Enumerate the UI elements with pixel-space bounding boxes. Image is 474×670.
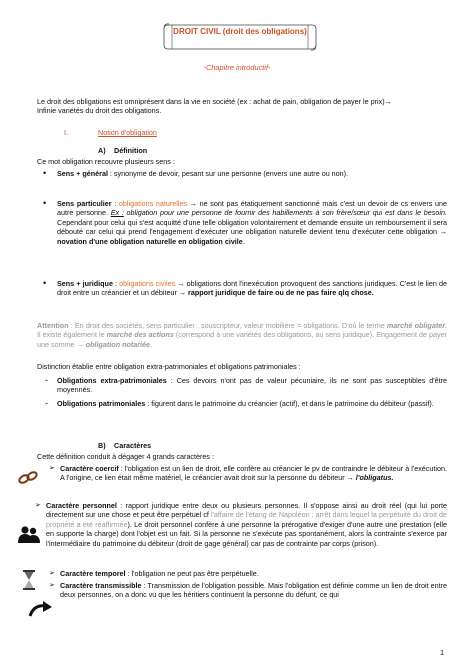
sens-juridique-item (43, 278, 447, 298)
transmissible-text: : Transmission de l'obligation possible. Mais l'obligation est définie comme un lien de droit entre deux personnes, on a donc vu que les héritiers continuent la personne du défunt, ce qui (60, 581, 447, 600)
sens-general-label: Sens + général (57, 169, 108, 178)
chain-icon (18, 470, 38, 486)
sens-juridique-label: Sens + juridique (57, 279, 113, 288)
temporel-item (49, 569, 447, 578)
arrow: → (76, 339, 84, 349)
section1-title: Notion d'obligation (98, 128, 157, 137)
patrimoniales-label: Obligations patrimoniales (57, 399, 146, 408)
novation-term: novation d'une obligation naturelle en obligation civile (57, 236, 243, 246)
personnel-text-continued: ). Le droit personnel confère à une personne la prérogative d'exiger d'une autre une prestation (elle en supporte la charge) dont l'objet est un fait. Si la personne ne s'exécute pas spontanément, alors la contrainte s'exerce par l'intermédiaire du patrimoine du débiteur (droit de gage général) car pas de contrainte par corps (prison). (46, 519, 447, 548)
sens-general-text: : synonyme de devoir, pesant sur une personne (envers une autre ou non). (107, 169, 349, 178)
sens-general-item (43, 168, 447, 178)
example-label: Ex : (110, 208, 124, 218)
arrow: → (187, 199, 200, 208)
attention-text: (correspond à une variétés des obligations, au sens juridique). Engagement de payer une somme (37, 330, 447, 349)
distinction-text: Distinction établie entre obligation extra-patrimoniales et obligations patrimoniales : (37, 362, 301, 371)
bullet-dot: • (43, 168, 47, 178)
subB-title: Caractères (114, 441, 152, 450)
obligations-civiles-term: obligations civiles (119, 279, 176, 288)
subA-label: A) (98, 146, 106, 155)
page-number: 1 (440, 648, 445, 657)
arrow-bullet: ➢ (49, 570, 55, 577)
arrow-bullet: ➢ (49, 582, 55, 589)
coercif-label: Caractère coercif (60, 464, 119, 473)
bullet-dot: • (43, 278, 47, 288)
definition-intro: Ce mot obligation recouvre plusieurs sens : (37, 157, 175, 166)
coercif-item (49, 464, 447, 483)
personnel-label: Caractère personnel (46, 501, 117, 510)
sens-particulier-item (43, 198, 447, 246)
attention-note (37, 321, 447, 349)
attention-text: . Il existe également le (37, 321, 448, 340)
patrimoniales-text: : figurent dans le patrimoine du créancier (actif), et dans le patrimoine du débiteur (passif). (145, 399, 434, 408)
chapter-subtitle: -Chapitre introductif- (203, 63, 271, 72)
obligation-notariee-term: obligation notariée (83, 339, 151, 349)
intro-line2: Infinie variétés du droit des obligations. (37, 106, 162, 116)
attention-text: : En droit des sociétés, sens particulier : souscripteur, valeur mobilière = obligations. D'où le terme (68, 321, 387, 330)
period: . (242, 236, 245, 246)
intro-arrow: → (384, 97, 392, 106)
example-text: obligation pour une personne de fournir des habillements à son frère/sœur qui est dans le besoin. (123, 208, 447, 218)
arrow-bullet: ➢ (49, 465, 55, 472)
separator: : (112, 279, 120, 288)
coercif-text: : l'obligation est un lien de droit, elle confère au créancier le pv de contraindre le débiteur à l'exécution. A l'origine, ce lien était même matériel, le créancier avait droit sur la personne du débiteur (60, 464, 447, 483)
arrow: → (346, 473, 354, 483)
personnel-item (35, 501, 448, 548)
hourglass-icon (22, 570, 36, 590)
subA-title: Définition (114, 146, 148, 155)
separator: : (111, 199, 119, 208)
marche-actions-term: marché des actions (106, 330, 174, 340)
caracteres-intro: Cette définition conduit à dégager 4 grands caractères : (37, 452, 215, 461)
arrow-bullet: ➢ (35, 502, 41, 509)
sens-particulier-text: ne sont pas étatiquement sanctionné mais c'est un devoir de cs envers une autre personne. (57, 199, 447, 218)
obligations-naturelles-term: obligations naturelles (118, 199, 188, 208)
obligatus-term: l'obligatus. (353, 473, 394, 483)
arrow: → (175, 279, 187, 288)
extra-patrimoniales-text: : Ces devoirs n'ont pas de valeur pécuniaire, ils ne sont pas susceptibles d'être moyennés. (57, 376, 447, 395)
transmissible-label: Caractère transmissible (60, 581, 142, 590)
arrow: → (439, 227, 447, 237)
dash-bullet: - (45, 375, 48, 385)
attention-label: Attention (37, 321, 69, 330)
sens-particulier-label: Sens particulier (57, 199, 112, 208)
sens-particulier-text-continued: Cependant pour celui qui s'est acquitté d'une telle obligation volontairement et demande ensuite un remboursement il sera débouté car celui qui prend l'engagement d'exécuter une obligation naturelle devient tenu d'exécuter cette obligation (57, 217, 447, 237)
sens-juridique-text: obligations dont l'inexécution provoquent des sanctions juridiques. C'est le lien de droit entre un créancier et un débiteur (57, 279, 447, 298)
intro-paragraph (37, 97, 447, 116)
temporel-label: Caractère temporel (60, 569, 126, 578)
marche-obligater-term: marché obligater (386, 321, 446, 330)
intro-line1: Le droit des obligations est omniprésent dans la vie en société (ex : achat de pain, obligation de payer le prix) (37, 97, 385, 106)
document-title: DROIT CIVIL (droit des obligations) (173, 27, 307, 36)
period: . (150, 339, 153, 349)
transmissible-item (49, 581, 447, 600)
extra-patrimoniales-label: Obligations extra-patrimoniales (57, 376, 167, 385)
section1-number: I. (64, 128, 68, 137)
subB-label: B) (98, 441, 106, 450)
arrow: → (178, 288, 187, 298)
temporel-text: : l'obligation ne peut pas être perpétuelle. (125, 569, 259, 578)
bullet-dot: • (43, 198, 47, 208)
people-icon (18, 525, 40, 543)
rapport-juridique-term: rapport juridique de faire ou de ne pas faire qlq chose. (186, 288, 374, 298)
patrimoniales-item (45, 398, 447, 408)
etang-napoleon-reference: l'affaire de l'étang de Napoléon : arrêt dans lequel la perpétuité du droit de propriété a été réaffirmée (46, 510, 447, 529)
curved-arrow-icon (28, 600, 54, 618)
extra-patrimoniales-item (45, 375, 447, 395)
personnel-text: : rapport juridique entre deux ou plusieurs personnes. Il s'oppose ainsi au droit réel (qui lui porte directement sur une chose et peut être perpétuel cf (46, 501, 448, 520)
dash-bullet: - (45, 398, 48, 408)
